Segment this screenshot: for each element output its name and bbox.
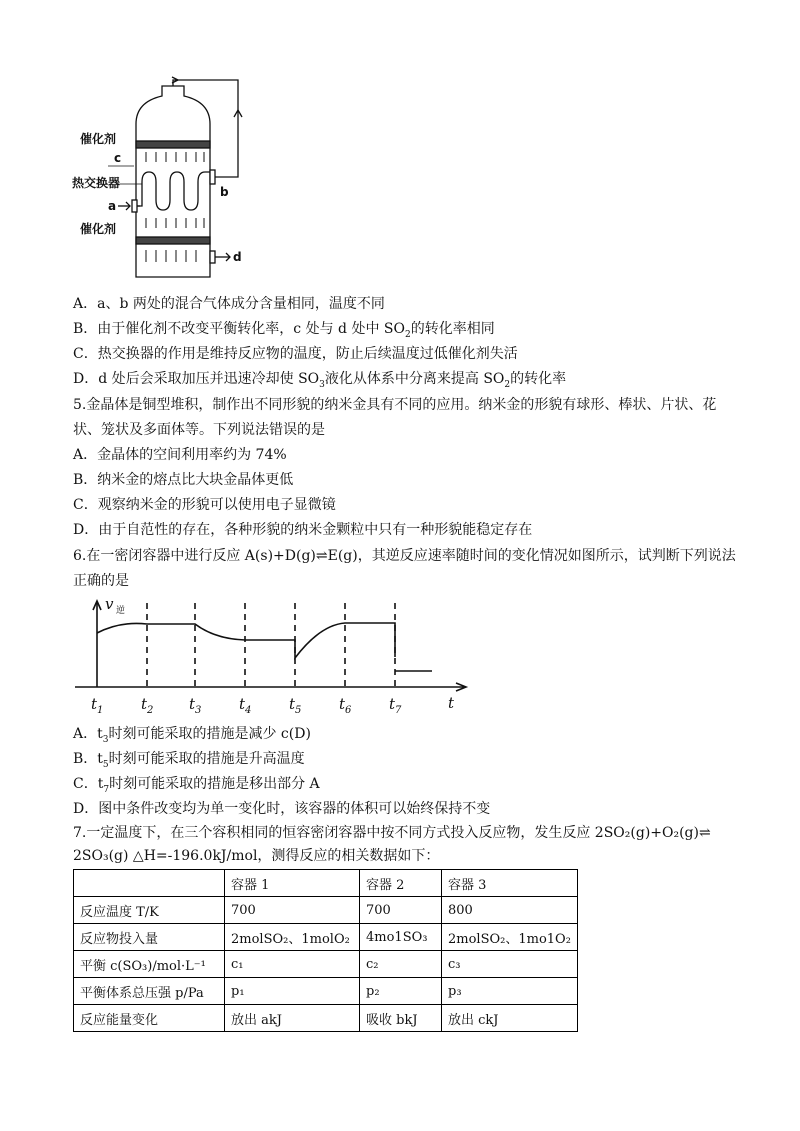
x-tick-label: $t_4$	[239, 695, 252, 716]
x-tick-label: $t_2$	[141, 695, 154, 716]
q5-option-b: B．纳米金的熔点比大块金晶体更低	[73, 472, 294, 488]
q4-option-d: D．d 处后会采取加压并迅速冷却使 $SO_3$液化从体系中分离来提高 $SO_2$的转化率	[73, 371, 567, 390]
q5-option-d: D．由于自范性的存在，各种形貌的纳米金颗粒中只有一种形貌能稳定存在	[73, 522, 533, 538]
table-cell: 700	[225, 897, 360, 924]
y-axis-label-sub: 逆	[116, 606, 126, 616]
x-tick-label: $t_6$	[339, 695, 352, 716]
table-cell: 反应温度 T/K	[74, 897, 225, 924]
q6-option-c: C．$t_7$时刻可能采取的措施是移出部分 A	[73, 776, 320, 795]
table-cell: c₁	[225, 951, 360, 978]
q7-data-table	[73, 869, 578, 1032]
q7-stem-line1: 7.一定温度下，在三个容积相同的恒容密闭容器中按不同方式投入反应物，发生反应 2SO₂(g)+O₂(g)⇌	[73, 825, 711, 841]
q6-stem-line2: 正确的是	[73, 573, 129, 589]
table-cell: 反应物投入量	[74, 924, 225, 951]
table-cell	[74, 870, 225, 897]
q4-option-a: A．a、b 两处的混合气体成分含量相同，温度不同	[73, 296, 385, 312]
table-cell: 2molSO₂、1mo1O₂	[442, 924, 578, 951]
table-row	[74, 897, 578, 924]
table-cell: p₂	[360, 978, 442, 1005]
table-cell: 反应能量变化	[74, 1005, 225, 1032]
table-cell: 容器 2	[360, 870, 442, 897]
table-row	[74, 951, 578, 978]
q5-option-a: A．金晶体的空间利用率约为 74%	[73, 447, 287, 463]
table-row	[74, 978, 578, 1005]
table-cell: 放出 akJ	[225, 1005, 360, 1032]
table-cell: c₃	[442, 951, 578, 978]
table-header-row	[74, 870, 578, 897]
label-catalyst-bottom: 催化剂	[80, 222, 117, 236]
q6-option-d: D．图中条件改变均为单一变化时，该容器的体积可以始终保持不变	[73, 801, 491, 817]
table-cell: 800	[442, 897, 578, 924]
reverse-rate-graph	[70, 595, 470, 720]
label-a: a	[108, 199, 117, 213]
label-c: c	[114, 151, 122, 165]
table-row	[74, 924, 578, 951]
q5-stem-line1: 5.金晶体是铜型堆积，制作出不同形貌的纳米金具有不同的应用。纳米金的形貌有球形、棒状、片状、花	[73, 397, 717, 413]
table-cell: 平衡体系总压强 p/Pa	[74, 978, 225, 1005]
x-axis-label: t	[448, 694, 455, 712]
x-tick-label: $t_7$	[389, 695, 402, 716]
y-axis-label: v	[105, 595, 114, 613]
q4-option-c: C．热交换器的作用是维持反应物的温度，防止后续温度过低催化剂失活	[73, 346, 518, 362]
reactor-diagram	[70, 72, 270, 282]
x-tick-label: $t_3$	[189, 695, 202, 716]
q6-stem-line1: 6.在一密闭容器中进行反应 A(s)+D(g)⇌E(g)，其逆反应速率随时间的变化情况如图所示，试判断下列说法	[73, 548, 736, 564]
x-tick-label: $t_1$	[91, 695, 104, 716]
table-cell: 放出 ckJ	[442, 1005, 578, 1032]
table-cell: 容器 1	[225, 870, 360, 897]
table-cell: 4mo1SO₃	[360, 924, 442, 951]
q6-option-b: B．$t_5$时刻可能采取的措施是升高温度	[73, 751, 305, 770]
table-cell: 700	[360, 897, 442, 924]
q5-stem-line2: 状、笼状及多面体等。下列说法错误的是	[73, 422, 325, 438]
table-cell: 平衡 c(SO₃)/mol·L⁻¹	[74, 951, 225, 978]
q4-option-b: B．由于催化剂不改变平衡转化率，c 处与 d 处中 $SO_2$的转化率相同	[73, 321, 495, 340]
x-tick-label: $t_5$	[289, 695, 302, 716]
table-cell: 吸收 bkJ	[360, 1005, 442, 1032]
table-cell: 2molSO₂、1molO₂	[225, 924, 360, 951]
label-d: d	[233, 250, 242, 264]
q7-stem-line2: 2SO₃(g) △H=-196.0kJ/mol，测得反应的相关数据如下：	[73, 848, 440, 864]
label-heat-exchanger: 热交换器	[72, 176, 121, 190]
table-cell: 容器 3	[442, 870, 578, 897]
table-row	[74, 1005, 578, 1032]
q6-option-a: A．$t_3$时刻可能采取的措施是减少 c(D)	[73, 726, 311, 745]
table-cell: p₃	[442, 978, 578, 1005]
table-cell: c₂	[360, 951, 442, 978]
table-cell: p₁	[225, 978, 360, 1005]
label-catalyst-top: 催化剂	[80, 132, 117, 146]
label-b: b	[220, 185, 229, 199]
q5-option-c: C．观察纳米金的形貌可以使用电子显微镜	[73, 497, 336, 513]
